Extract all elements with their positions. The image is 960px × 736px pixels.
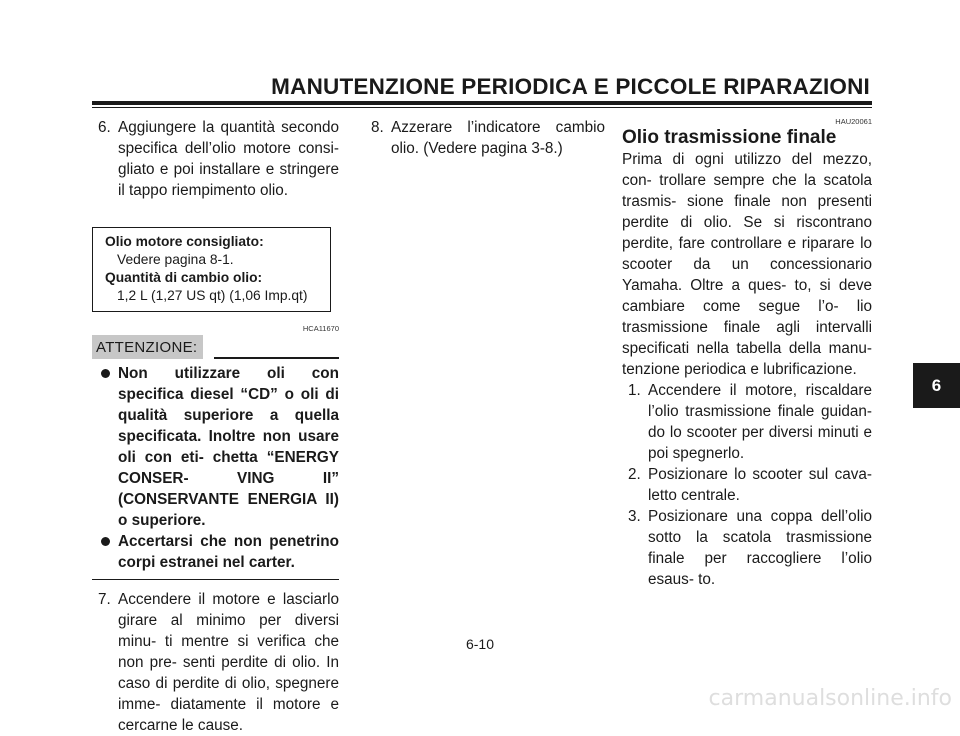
step-8	[365, 117, 605, 159]
step-number: 3.	[628, 508, 641, 525]
page-header-title: MANUTENZIONE PERIODICA E PICCOLE RIPARAZIONI	[271, 74, 870, 99]
step-text: Accendere il motore, riscaldare l’olio trasmissione finale guidan- do lo scooter per diversi minuti e poi spegnerlo.	[648, 382, 872, 462]
bullet-icon	[101, 369, 110, 378]
step-text: Accendere il motore e lasciarlo girare al minimo per diversi minu- ti mentre si verifica che non pre- senti perdite di olio. In caso di perdite di olio, spegnere imme- diatamente il motore e cercarne le cause.	[118, 591, 339, 734]
step-text: Azzerare l’indicatore cambio olio. (Vedere pagina 3-8.)	[391, 119, 605, 157]
oil-value: Vedere pagina 8-1.	[117, 252, 234, 267]
step-1	[622, 380, 872, 464]
chapter-tab: 6	[913, 363, 960, 408]
caution-body	[92, 363, 339, 580]
step-number: 8.	[371, 119, 384, 136]
caution-rule	[214, 357, 339, 359]
bullet-icon	[101, 537, 110, 546]
step-number: 2.	[628, 466, 641, 483]
step-text: Aggiungere la quantità secondo specifica dell’olio motore consi- gliato e poi installare e stringere il tappo riempimento olio.	[118, 119, 339, 199]
caution-bullet	[92, 363, 339, 531]
section-intro: Prima di ogni utilizzo del mezzo, con- trollare sempre che la scatola trasmis- sione finale non presenti perdite di olio. Se si riscontrano perdite, fare controllare e riparare lo scooter da un concessionario Yamaha. Oltre a ques- to, si deve cambiare come segue l’o- lio trasmissione finale agli intervalli specificati nella tabella della manu- tenzione periodica e lubrificazione.	[622, 151, 872, 378]
oil-label: Olio motore consigliato:	[105, 234, 264, 249]
caution-label: ATTENZIONE:	[92, 335, 203, 359]
header-rule-thin	[92, 107, 872, 108]
page-number: 6-10	[465, 636, 495, 652]
column-middle	[365, 117, 605, 159]
bullet-text: Accertarsi che non penetrino corpi estranei nel carter.	[118, 533, 339, 571]
step-number: 7.	[98, 591, 111, 608]
step-7	[92, 589, 339, 736]
step-text: Posizionare lo scooter sul cava- letto centrale.	[648, 466, 872, 504]
quantity-value: 1,2 L (1,27 US qt) (1,06 Imp.qt)	[117, 288, 308, 303]
quantity-label: Quantità di cambio olio:	[105, 270, 263, 285]
step-2	[622, 464, 872, 506]
step-3	[622, 506, 872, 590]
section-code: HAU20061	[835, 117, 872, 126]
caution-code: HCA11670	[302, 324, 339, 333]
bullet-text: Non utilizzare oli con specifica diesel “CD” o oli di qualità superiore a quella specificata. Inoltre non usare oli con eti- chetta “ENERGY CONSER- VING II” (CONSERVANTE ENERGIA II) o superiore.	[118, 365, 339, 529]
caution-bullet	[92, 531, 339, 573]
step-text: Posizionare una coppa dell’olio sotto la scatola trasmissione finale per raccogliere l’olio esaus- to.	[648, 508, 872, 588]
column-right	[622, 117, 872, 590]
section-title: Olio trasmissione finale	[622, 127, 837, 148]
step-6	[92, 117, 339, 201]
header-rule	[92, 101, 872, 105]
watermark: carmanualsonline.info	[708, 686, 952, 711]
step-number: 6.	[98, 119, 111, 136]
step-number: 1.	[628, 382, 641, 399]
spec-box	[92, 227, 331, 312]
caution-heading	[92, 335, 339, 361]
